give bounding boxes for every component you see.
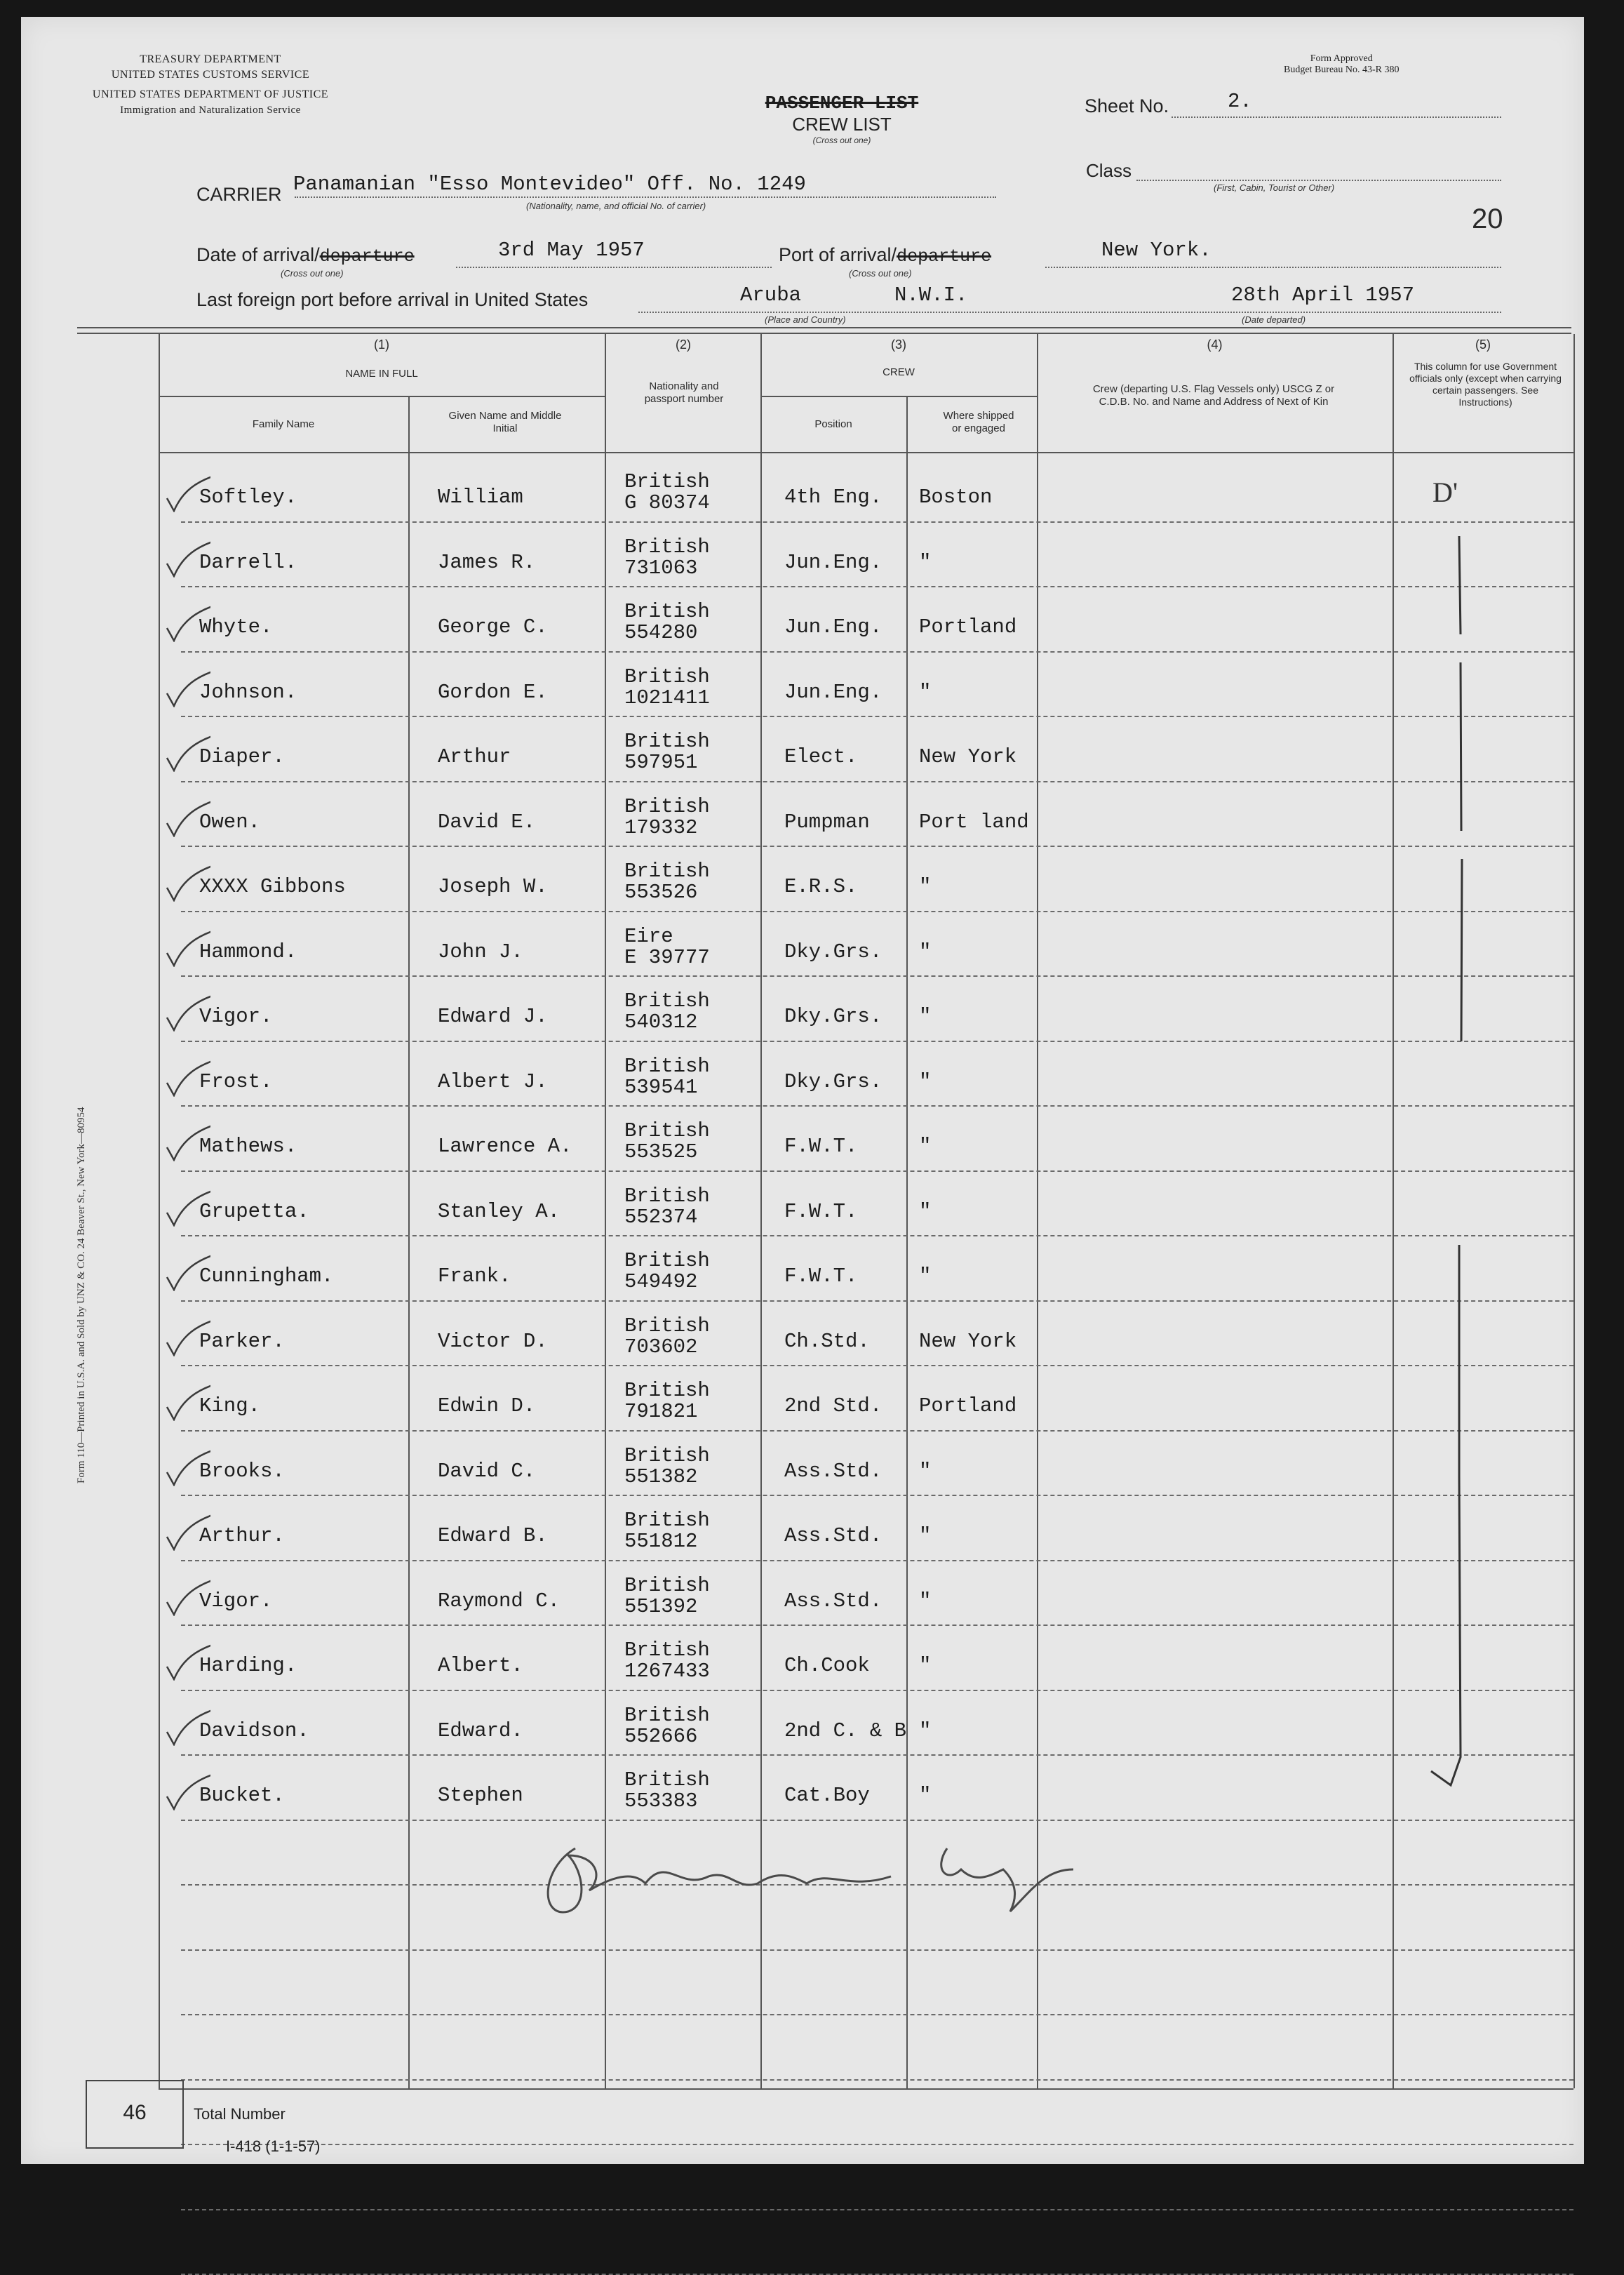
family-name: Arthur.	[199, 1524, 285, 1547]
form-approved	[1284, 53, 1399, 76]
date-departed-value: 28th April 1957	[1231, 283, 1415, 307]
position: Dky.Grs.	[784, 940, 883, 963]
nationality: British	[624, 600, 710, 623]
family-name: Johnson.	[199, 680, 297, 704]
port-line	[1045, 267, 1501, 268]
row-divider	[181, 716, 1573, 717]
given-name: Edward J.	[438, 1005, 548, 1028]
crew-subheader-rule	[760, 396, 1037, 397]
agency-block	[70, 52, 351, 83]
row-divider	[181, 651, 1573, 653]
port-struck: departure	[897, 246, 992, 267]
table-top-rule	[77, 327, 1571, 328]
position: Jun.Eng.	[784, 615, 883, 639]
row-divider	[181, 1300, 1573, 1302]
nationality: British	[624, 535, 710, 559]
given-name: William	[438, 486, 523, 509]
family-name: Diaper.	[199, 745, 285, 768]
check-mark-icon	[154, 1055, 210, 1097]
col3-number: (3)	[891, 338, 906, 352]
family-name: Hammond.	[199, 940, 297, 963]
where-engaged: "	[919, 1654, 932, 1677]
given-name: Raymond C.	[438, 1589, 561, 1613]
sheet-value: 2.	[1228, 90, 1252, 113]
crew-list-title: CREW LIST	[792, 114, 892, 135]
table-top-rule-2	[77, 333, 1571, 334]
passport-number: G 80374	[624, 491, 710, 514]
cross-out-note: (Cross out one)	[812, 135, 871, 145]
check-mark-icon	[154, 665, 210, 707]
position-header: Position	[814, 418, 852, 430]
passport-number: 552666	[624, 1724, 698, 1748]
family-name: Mathews.	[199, 1135, 297, 1158]
row-divider	[181, 1624, 1573, 1626]
nationality: British	[624, 1573, 710, 1597]
crew-list-form	[21, 17, 1584, 2164]
last-port-country: N.W.I.	[894, 283, 968, 307]
sheet-line	[1172, 116, 1501, 118]
col-div-1	[605, 334, 606, 2088]
position: Ass.Std.	[784, 1459, 883, 1483]
sheet-label: Sheet No.	[1085, 95, 1169, 116]
position: Ass.Std.	[784, 1589, 883, 1613]
passport-number: 551392	[624, 1594, 698, 1618]
port-note: (Cross out one)	[849, 268, 912, 279]
family-name: XXXX Gibbons	[199, 875, 346, 898]
where-engaged: "	[919, 1459, 932, 1483]
agency-block-2	[49, 87, 372, 118]
passport-number: 553383	[624, 1789, 698, 1813]
where-engaged: Boston	[919, 486, 993, 509]
given-name: Edward.	[438, 1719, 523, 1742]
budget-bureau-label: Budget Bureau No. 43-R 380	[1284, 65, 1400, 75]
family-name: Davidson.	[199, 1719, 309, 1742]
col2-number: (2)	[676, 338, 691, 352]
check-mark-icon	[154, 1379, 210, 1421]
check-mark-icon	[154, 1249, 210, 1291]
form-approved-label: Form Approved	[1310, 53, 1373, 64]
row-divider	[181, 1170, 1573, 1172]
col-div-4	[1393, 334, 1394, 2088]
family-name-header: Family Name	[252, 418, 315, 430]
family-name: King.	[199, 1394, 261, 1417]
passport-number: 552374	[624, 1205, 698, 1229]
position: Pumpman	[784, 810, 870, 834]
position: Ch.Cook	[784, 1654, 870, 1677]
check-mark-icon	[154, 795, 210, 837]
position: Dky.Grs.	[784, 1069, 883, 1093]
nationality: British	[624, 1184, 710, 1208]
where-engaged: Port land	[919, 810, 1029, 834]
check-mark-icon	[154, 1768, 210, 1810]
class-note: (First, Cabin, Tourist or Other)	[1214, 182, 1335, 193]
check-mark-icon	[154, 600, 210, 642]
where-engaged: New York	[919, 1329, 1017, 1353]
passport-number: 539541	[624, 1075, 698, 1099]
where-header: Where shipped or engaged	[943, 410, 1014, 434]
family-name: Cunningham.	[199, 1265, 334, 1288]
col2-title: Nationality and passport number	[644, 380, 724, 405]
nationality: Eire	[624, 924, 673, 948]
agency-line: TREASURY DEPARTMENT	[140, 53, 281, 65]
check-mark-icon	[154, 1704, 210, 1746]
given-name: Frank.	[438, 1265, 511, 1288]
position: Ass.Std.	[784, 1524, 883, 1547]
check-mark-icon	[154, 470, 210, 512]
passport-number: 551382	[624, 1465, 698, 1488]
position: Elect.	[784, 745, 858, 768]
position: Ch.Std.	[784, 1329, 870, 1353]
nationality: British	[624, 665, 710, 688]
given-name: Gordon E.	[438, 680, 548, 704]
passport-number: 597951	[624, 751, 698, 774]
row-divider	[181, 2144, 1573, 2145]
nationality: British	[624, 1443, 710, 1467]
date-struck: departure	[319, 246, 415, 267]
total-number-box: 46	[86, 2080, 184, 2149]
row-divider	[181, 781, 1573, 782]
passport-number: 1021411	[624, 686, 710, 709]
passport-number: 703602	[624, 1335, 698, 1359]
family-name: Owen.	[199, 810, 261, 834]
family-name: Bucket.	[199, 1784, 285, 1807]
signature	[526, 1827, 1101, 1940]
family-name: Softley.	[199, 486, 297, 509]
check-mark-icon	[154, 730, 210, 772]
check-mark-icon	[154, 1119, 210, 1161]
given-name: James R.	[438, 550, 536, 574]
col-div-2	[760, 334, 762, 2088]
nationality: British	[624, 1639, 710, 1662]
date-label-text: Date of arrival/	[196, 244, 320, 265]
date-note: (Cross out one)	[281, 268, 344, 279]
given-name: Edward B.	[438, 1524, 548, 1547]
nationality: British	[624, 1509, 710, 1532]
port-value: New York.	[1101, 239, 1212, 262]
given-name: David C.	[438, 1459, 536, 1483]
row-divider	[181, 975, 1573, 977]
where-engaged: "	[919, 940, 932, 963]
passport-number: 731063	[624, 556, 698, 580]
nationality: British	[624, 1703, 710, 1727]
family-name: Vigor.	[199, 1589, 273, 1613]
given-name: Edwin D.	[438, 1394, 536, 1417]
row-divider	[181, 1949, 1573, 1951]
date-label	[196, 244, 415, 267]
position: 2nd C. & B	[784, 1719, 907, 1742]
class-label: Class	[1086, 160, 1132, 181]
nationality: British	[624, 1054, 710, 1078]
port-label	[779, 244, 991, 267]
where-engaged: "	[919, 550, 932, 574]
carrier-line	[295, 196, 996, 198]
position: Jun.Eng.	[784, 680, 883, 704]
carrier-label: CARRIER	[196, 184, 282, 205]
where-engaged: "	[919, 1524, 932, 1547]
passport-number: 551812	[624, 1530, 698, 1553]
position: F.W.T.	[784, 1265, 858, 1288]
col-div-3	[1037, 334, 1038, 2088]
row-divider	[181, 846, 1573, 847]
nationality: British	[624, 794, 710, 818]
given-name: John J.	[438, 940, 523, 963]
nationality: British	[624, 989, 710, 1013]
check-mark-icon	[154, 989, 210, 1032]
passport-number: E 39777	[624, 945, 710, 969]
where-engaged: "	[919, 1199, 932, 1223]
nationality: British	[624, 1314, 710, 1337]
side-imprint: Form 110—Printed in U.S.A. and Sold by UNZ & CO. 24 Beaver St., New York—80954	[76, 1107, 87, 1483]
header-bottom-rule	[159, 452, 1573, 453]
position: Cat.Boy	[784, 1784, 870, 1807]
check-mark-icon	[154, 1314, 210, 1356]
table-right-border	[1573, 334, 1575, 2088]
where-engaged: "	[919, 1135, 932, 1158]
port-label-text: Port of arrival/	[779, 244, 897, 265]
where-engaged: "	[919, 1589, 932, 1613]
given-name: Victor D.	[438, 1329, 548, 1353]
nationality: British	[624, 1119, 710, 1142]
carrier-value: Panamanian "Esso Montevideo" Off. No. 1249	[293, 173, 806, 196]
check-mark-icon	[154, 535, 210, 578]
row-divider	[181, 1754, 1573, 1756]
col1-title: NAME IN FULL	[345, 368, 418, 380]
col4-title: Crew (departing U.S. Flag Vessels only) USCG Z or C.D.B. No. and Name and Address of Next of Kin	[1092, 383, 1335, 408]
passport-number: 554280	[624, 621, 698, 644]
passport-number: 553526	[624, 881, 698, 904]
family-name: Whyte.	[199, 615, 273, 639]
given-name: Arthur	[438, 745, 511, 768]
given-name: Stanley A.	[438, 1199, 561, 1223]
row-divider	[181, 1690, 1573, 1691]
struck-passenger-list: PASSENGER LIST	[765, 93, 919, 114]
passport-number: 791821	[624, 1400, 698, 1423]
where-engaged: "	[919, 1005, 932, 1028]
given-name: George C.	[438, 615, 548, 639]
nationality: British	[624, 860, 710, 883]
row-divider	[181, 2079, 1573, 2081]
nationality: British	[624, 730, 710, 753]
given-name: Albert.	[438, 1654, 523, 1677]
position: Dky.Grs.	[784, 1005, 883, 1028]
family-name: Harding.	[199, 1654, 297, 1677]
family-name: Darrell.	[199, 550, 297, 574]
family-name: Grupetta.	[199, 1199, 309, 1223]
title-block	[751, 93, 933, 145]
name-subheader-rule	[159, 396, 605, 397]
row-divider	[181, 1820, 1573, 1821]
where-engaged: Portland	[919, 1394, 1017, 1417]
col5-title: This column for use Government officials only (except when carrying certain passengers. See Instructions)	[1409, 361, 1562, 408]
passport-number: 549492	[624, 1270, 698, 1293]
given-name-header: Given Name and Middle Initial	[448, 410, 562, 434]
check-mark-icon	[154, 925, 210, 967]
col5-number: (5)	[1475, 338, 1491, 352]
passport-number: 540312	[624, 1010, 698, 1034]
last-port-line	[638, 312, 1501, 313]
last-port-label: Last foreign port before arrival in United States	[196, 289, 589, 310]
row-divider	[181, 1495, 1573, 1496]
given-name: Albert J.	[438, 1069, 548, 1093]
row-divider	[181, 1235, 1573, 1236]
position: 4th Eng.	[784, 486, 883, 509]
where-engaged: "	[919, 1719, 932, 1742]
position: Jun.Eng.	[784, 550, 883, 574]
handwritten-number: 20	[1472, 204, 1503, 234]
where-engaged: "	[919, 1784, 932, 1807]
nationality: British	[624, 1379, 710, 1402]
given-name: Stephen	[438, 1784, 523, 1807]
family-name: Brooks.	[199, 1459, 285, 1483]
family-name: Frost.	[199, 1069, 273, 1093]
row-divider	[181, 2014, 1573, 2015]
row-divider	[181, 1430, 1573, 1432]
agency-line: UNITED STATES DEPARTMENT OF JUSTICE	[92, 88, 329, 100]
row-divider	[181, 2209, 1573, 2210]
given-name: Joseph W.	[438, 875, 548, 898]
agency-line: UNITED STATES CUSTOMS SERVICE	[111, 69, 310, 81]
col1-number: (1)	[374, 338, 389, 352]
total-number-label: Total Number	[194, 2105, 286, 2123]
check-mark-icon	[154, 1574, 210, 1616]
last-port-value: Aruba	[740, 283, 802, 307]
check-mark-icon	[154, 1639, 210, 1681]
position: E.R.S.	[784, 875, 858, 898]
family-name: Parker.	[199, 1329, 285, 1353]
where-engaged: Portland	[919, 615, 1017, 639]
date-departed-note: (Date departed)	[1242, 314, 1306, 325]
class-line	[1136, 180, 1501, 181]
row-divider	[181, 911, 1573, 912]
position: F.W.T.	[784, 1135, 858, 1158]
position: 2nd Std.	[784, 1394, 883, 1417]
check-mark-icon	[154, 1444, 210, 1486]
where-engaged: "	[919, 875, 932, 898]
carrier-note: (Nationality, name, and official No. of carrier)	[526, 201, 706, 211]
row-divider	[181, 1105, 1573, 1107]
where-engaged: "	[919, 1069, 932, 1093]
check-mark-icon	[154, 1509, 210, 1551]
agency-line: Immigration and Naturalization Service	[120, 105, 301, 116]
where-engaged: "	[919, 1265, 932, 1288]
official-bracket-line	[1417, 508, 1501, 1813]
check-mark-icon	[154, 1185, 210, 1227]
where-engaged: New York	[919, 745, 1017, 768]
row-divider	[181, 521, 1573, 523]
passport-number: 1267433	[624, 1660, 710, 1683]
family-name: Vigor.	[199, 1005, 273, 1028]
passport-number: 553525	[624, 1140, 698, 1163]
nationality: British	[624, 470, 710, 493]
date-line	[456, 267, 772, 268]
position: F.W.T.	[784, 1199, 858, 1223]
row-divider	[181, 1365, 1573, 1366]
given-name: David E.	[438, 810, 536, 834]
date-value: 3rd May 1957	[498, 239, 645, 262]
row-divider	[181, 586, 1573, 587]
place-note: (Place and Country)	[765, 314, 846, 325]
nationality: British	[624, 1768, 710, 1792]
row-divider	[181, 1041, 1573, 1042]
official-mark: D'	[1432, 476, 1458, 508]
given-name: Lawrence A.	[438, 1135, 572, 1158]
check-mark-icon	[154, 860, 210, 902]
nationality: British	[624, 1249, 710, 1272]
col3-title: CREW	[883, 366, 915, 378]
passport-number: 179332	[624, 815, 698, 839]
row-divider	[181, 1560, 1573, 1561]
where-engaged: "	[919, 680, 932, 704]
form-number: I-418 (1-1-57)	[226, 2137, 321, 2155]
col4-number: (4)	[1207, 338, 1223, 352]
table-bottom-rule	[159, 2088, 1573, 2090]
